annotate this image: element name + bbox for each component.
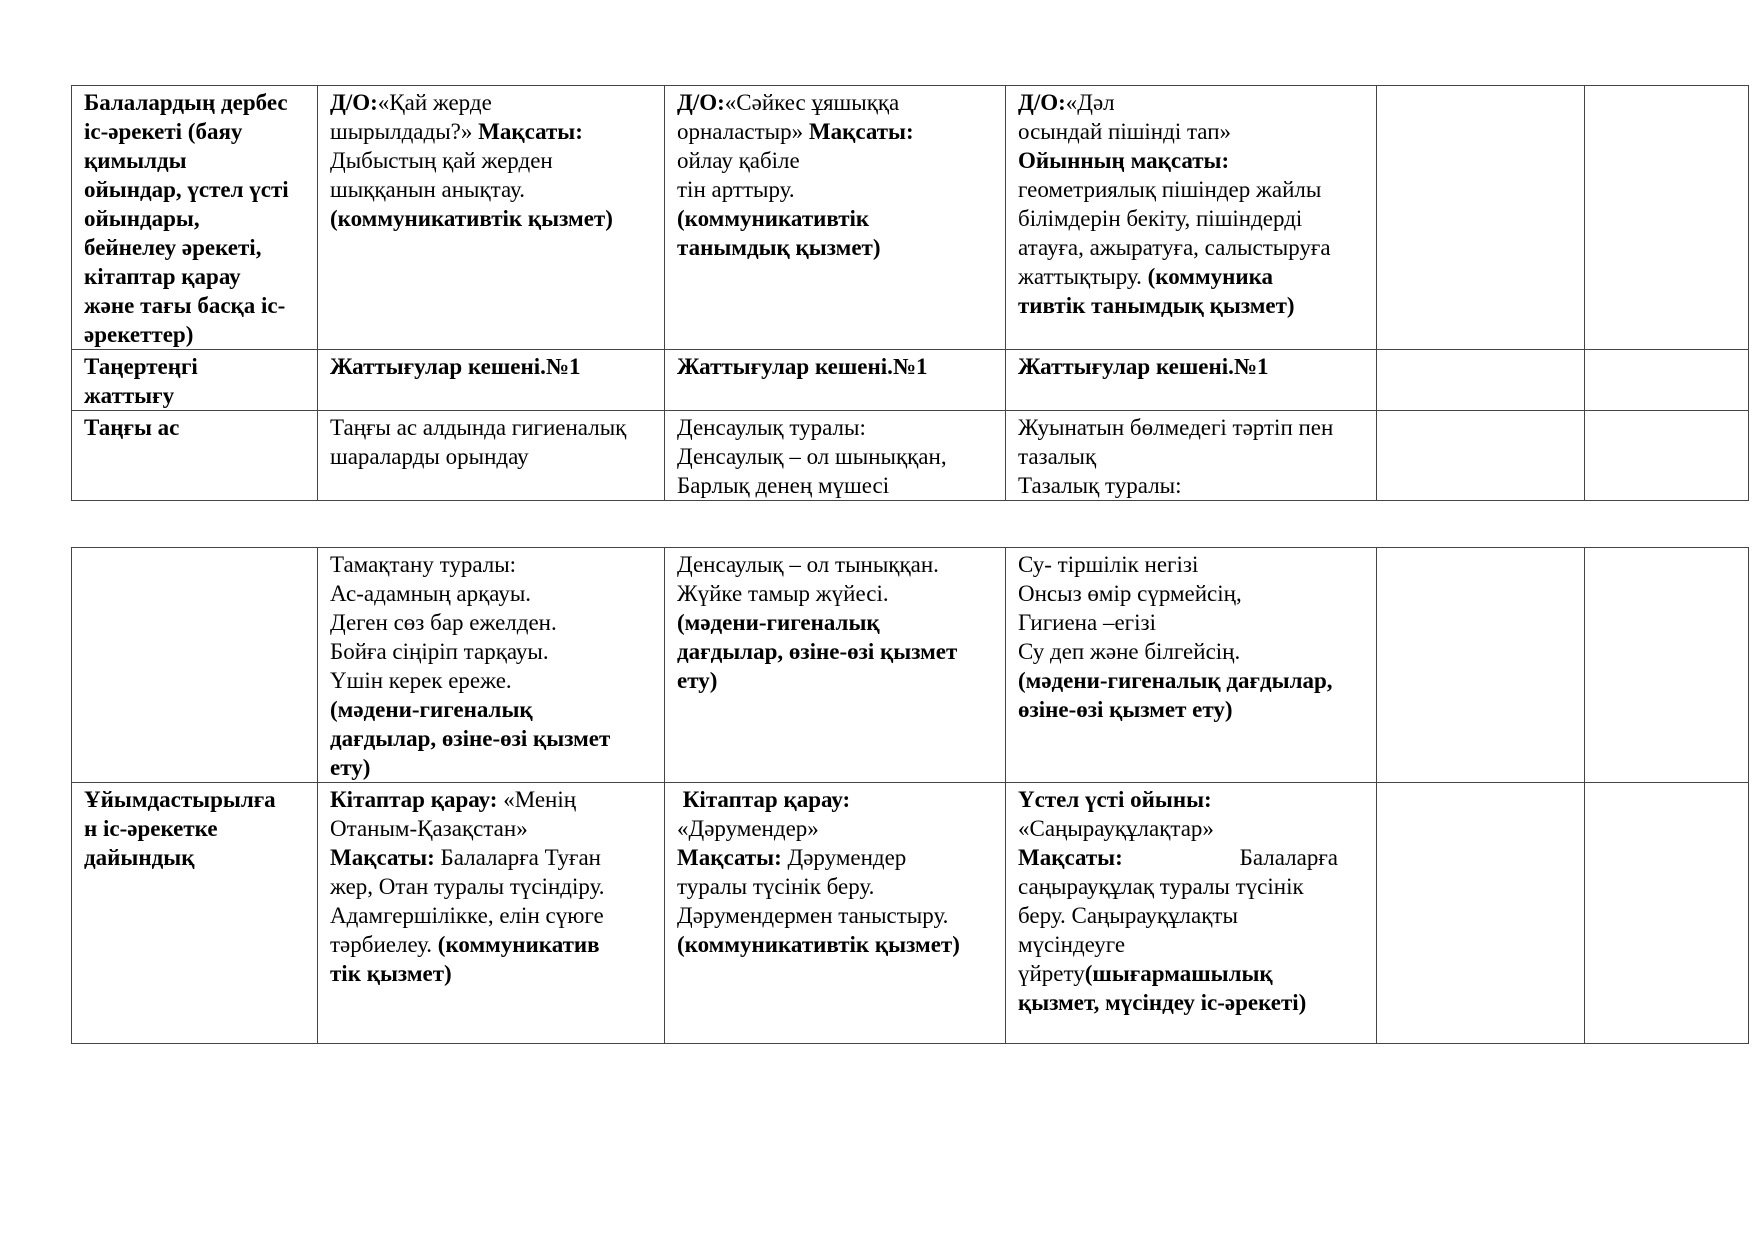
cell-text: Дыбыстың қай жерден — [330, 148, 553, 173]
cell-text: ойлау қабіле — [677, 148, 800, 173]
empty-cell — [1585, 86, 1749, 350]
cell-text: Жуынатын бөлмедегі тәртіп пен — [1018, 415, 1334, 440]
cell-text: саңырауқұлақ туралы түсінік — [1018, 874, 1304, 899]
cell-text: шыққанын анықтау. — [330, 177, 526, 202]
cell-text: Жаттығулар кешені.№1 — [1018, 354, 1269, 379]
cell-label: Кітаптар қарау: — [677, 787, 851, 812]
empty-cell — [1377, 86, 1585, 350]
activity-type: (коммуникативтік қызмет) — [330, 206, 613, 231]
header-line: дайындық — [84, 845, 195, 870]
cell-text: атауға, ажыратуға, салыстыруға — [1018, 235, 1331, 260]
cell-text: Жаттығулар кешені.№1 — [330, 354, 581, 379]
cell-text: Денсаулық – ол тыныққан. — [677, 552, 939, 577]
cell-label: Д/О: — [1018, 90, 1066, 115]
cell-text: туралы түсінік беру. — [677, 874, 875, 899]
activity-type: (коммуникативтік қызмет) — [677, 932, 960, 957]
header-line: әрекеттер) — [84, 322, 194, 347]
cell-label: Мақсаты: — [1018, 845, 1123, 870]
cell-text: Гигиена –егізі — [1018, 610, 1156, 635]
cell-text: Адамгершілікке, елін сүюге — [330, 903, 604, 928]
cell-label: Кітаптар қарау: — [330, 787, 504, 812]
cell-table-game-mushrooms — [1006, 783, 1377, 1044]
cell-label: Үстел үсті ойыны: — [1018, 787, 1212, 812]
header-line: қимылды — [84, 148, 187, 173]
cell-books-vitamins — [665, 783, 1006, 1044]
cell-text: білімдерін бекіту, пішіндерді — [1018, 206, 1303, 231]
cell-text: Балаларға — [1239, 845, 1338, 870]
header-line: бейнелеу әрекеті, — [84, 235, 262, 260]
cell-text: Отаным-Қазақстан» — [330, 816, 528, 841]
header-line: Таңертеңгі — [84, 354, 198, 379]
empty-cell — [1377, 548, 1585, 783]
schedule-table-bottom — [71, 547, 1749, 1044]
empty-cell — [1585, 783, 1749, 1044]
cell-text: Дәрумендер — [787, 845, 907, 870]
cell-text: Тазалық туралы: — [1018, 473, 1182, 498]
cell-text: Барлық денең мүшесі — [677, 473, 890, 498]
header-line: ойындар, үстел үсті — [84, 177, 289, 202]
activity-type: ету) — [330, 755, 371, 780]
header-line: ойындары, — [84, 206, 200, 231]
activity-type: тивтік танымдық қызмет) — [1018, 293, 1295, 318]
activity-type: (коммуникатив — [437, 932, 600, 957]
cell-text: Үшін керек ереже. — [330, 668, 512, 693]
cell-text: жер, Отан туралы түсіндіру. — [330, 874, 605, 899]
cell-text: Тамақтану туралы: — [330, 552, 517, 577]
cell-health-poem — [665, 411, 1006, 501]
cell-text: жаттықтыру. — [1018, 264, 1148, 289]
cell-text: геометриялық пішіндер жайлы — [1018, 177, 1322, 202]
cell-books-my-homeland — [318, 783, 665, 1044]
activity-type: (коммуникативтік — [677, 206, 870, 231]
table-row-morning-exercise — [72, 350, 1749, 411]
table-row-organized-activity-prep — [72, 783, 1749, 1044]
cell-exercise-set — [318, 350, 665, 411]
cell-text: беру. Саңырауқұлақты — [1018, 903, 1238, 928]
cell-hygiene — [318, 411, 665, 501]
activity-type: дағдылар, өзіне-өзі қызмет — [677, 639, 958, 664]
activity-type: (шығармашылық — [1084, 961, 1273, 986]
header-line: Балалардың дербес — [84, 90, 288, 115]
activity-type: (коммуника — [1147, 264, 1274, 289]
cell-text: Жаттығулар кешені.№1 — [677, 354, 928, 379]
cell-text: Жүйке тамыр жүйесі. — [677, 581, 889, 606]
cell-text: «Дәрумендер» — [677, 816, 819, 841]
cell-text: «Қай жерде — [377, 90, 492, 115]
schedule-table-top — [71, 85, 1749, 501]
cell-label: Мақсаты: — [330, 845, 441, 870]
table-row-independent-activity — [72, 86, 1749, 350]
cell-text: Балаларға Туған — [440, 845, 601, 870]
cell-text: осындай пішінді тап» — [1018, 119, 1232, 144]
table-row-breakfast-continued — [72, 548, 1749, 783]
cell-text: Денсаулық туралы: — [677, 415, 866, 440]
cell-text: Су деп және білгейсің. — [1018, 639, 1241, 664]
cell-text: Су- тіршілік негізі — [1018, 552, 1199, 577]
empty-cell — [1377, 783, 1585, 1044]
cell-text: «Сәйкес ұяшыққа — [724, 90, 900, 115]
cell-exercise-set — [665, 350, 1006, 411]
cell-game-where-sound — [318, 86, 665, 350]
activity-type: қызмет, мүсіндеу іс-әрекеті) — [1018, 990, 1307, 1015]
activity-type: өзіне-өзі қызмет ету) — [1018, 697, 1233, 722]
cell-game-find-shape — [1006, 86, 1377, 350]
activity-type: (мәдени-гигеналық — [330, 697, 533, 722]
header-line: кітаптар қарау — [84, 264, 241, 289]
cell-label: Д/О: — [330, 90, 378, 115]
empty-row-header — [72, 548, 318, 783]
row-header-organized-activity-prep — [72, 783, 318, 1044]
cell-text: Онсыз өмір сүрмейсің, — [1018, 581, 1242, 606]
cell-label: Ойынның мақсаты: — [1018, 148, 1230, 173]
cell-text: Денсаулық – ол шыныққан, — [677, 444, 947, 469]
cell-text: тәрбиелеу. — [330, 932, 438, 957]
empty-cell — [1585, 411, 1749, 501]
activity-type: тік қызмет) — [330, 961, 452, 986]
cell-text: тін арттыру. — [677, 177, 795, 202]
cell-text: тазалық — [1018, 444, 1097, 469]
cell-text: Дәрумендермен таныстыру. — [677, 903, 949, 928]
cell-label: Мақсаты: — [808, 119, 914, 144]
cell-health-rest-poem — [665, 548, 1006, 783]
header-line: Ұйымдастырылға — [84, 787, 276, 812]
empty-cell — [1377, 411, 1585, 501]
cell-text: Бойға сіңіріп тарқауы. — [330, 639, 549, 664]
cell-text: Деген сөз бар ежелден. — [330, 610, 557, 635]
cell-text: Таңғы ас алдында гигиеналық — [330, 415, 627, 440]
cell-text: «Саңырауқұлақтар» — [1018, 816, 1214, 841]
cell-water-poem — [1006, 548, 1377, 783]
cell-exercise-set — [1006, 350, 1377, 411]
cell-game-matching-slot — [665, 86, 1006, 350]
header-line: іс-әрекеті (баяу — [84, 119, 243, 144]
header-line: Таңғы ас — [84, 415, 180, 440]
row-header-breakfast — [72, 411, 318, 501]
row-header-independent-activity — [72, 86, 318, 350]
empty-cell — [1377, 350, 1585, 411]
empty-cell — [1585, 350, 1749, 411]
cell-text: мүсіндеуге — [1018, 932, 1126, 957]
activity-type: (мәдени-гигеналық — [677, 610, 880, 635]
activity-type: танымдық қызмет) — [677, 235, 881, 260]
cell-text: шырылдады?» — [330, 119, 479, 144]
cell-text: «Дәл — [1065, 90, 1115, 115]
cell-washroom-order — [1006, 411, 1377, 501]
cell-label: Д/О: — [677, 90, 725, 115]
cell-nutrition-poem — [318, 548, 665, 783]
table-row-breakfast — [72, 411, 1749, 501]
header-line: және тағы басқа іс- — [84, 293, 286, 318]
cell-label: Мақсаты: — [677, 845, 788, 870]
cell-label: Мақсаты: — [478, 119, 583, 144]
cell-text: үйрету — [1018, 961, 1085, 986]
cell-text: орналастыр» — [677, 119, 809, 144]
cell-text: «Менің — [503, 787, 577, 812]
activity-type: дағдылар, өзіне-өзі қызмет — [330, 726, 611, 751]
cell-text: шараларды орындау — [330, 444, 529, 469]
header-line: жаттығу — [84, 383, 175, 408]
activity-type: ету) — [677, 668, 718, 693]
activity-type: (мәдени-гигеналық дағдылар, — [1018, 668, 1333, 693]
empty-cell — [1585, 548, 1749, 783]
cell-text: Ас-адамның арқауы. — [330, 581, 532, 606]
header-line: н іс-әрекетке — [84, 816, 218, 841]
row-header-morning-exercise — [72, 350, 318, 411]
